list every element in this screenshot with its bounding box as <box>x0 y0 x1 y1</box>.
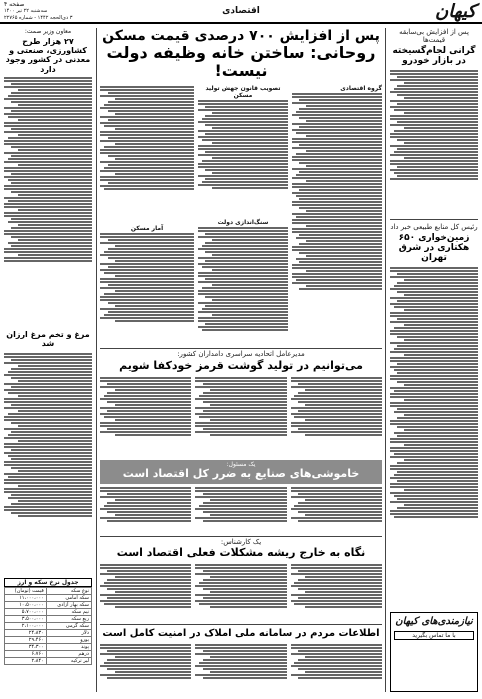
table-row <box>5 651 92 658</box>
main-subhead-2: سنگ‌اندازی دولت <box>217 218 269 226</box>
rate-value: ۲،۸۴۰ <box>5 658 47 665</box>
rate-label: دلار <box>46 630 91 637</box>
rates-header-cell: قیمت (تومان) <box>5 588 47 595</box>
table-row <box>5 658 92 665</box>
property-headline: اطلاعات مردم در سامانه ملی املاک در امنیت کامل است <box>102 628 380 639</box>
economy-headline: نگاه به خارج ریشه مشکلات فعلی اقتصاد است <box>116 546 366 559</box>
economy-kicker: یک کارشناس: <box>220 538 262 546</box>
date-line-2: ۳ ذی‌الحجه ۱۴۴۲ - شماره ۲۲۷۶۵ <box>4 15 73 21</box>
rate-label: سکه گرمی <box>46 623 91 630</box>
rate-value: ۵،۷۰۰،۰۰۰ <box>5 609 47 616</box>
land-kicker: رئیس کل منابع طبیعی خبر داد <box>390 222 478 231</box>
page-number: صفحه ۴ <box>4 1 25 8</box>
rate-value: ۲۴،۸۳۰ <box>5 630 47 637</box>
rate-value: ۱۱،۰۰۰،۰۰۰ <box>5 595 47 602</box>
main-headline-line-2: روحانی: ساختن خانه وظیفه دولت نیست! <box>106 43 376 81</box>
land-body <box>390 266 478 606</box>
industry-body <box>100 486 382 534</box>
table-row <box>5 644 92 651</box>
table-row <box>5 602 92 609</box>
main-subhead-1: تصویب قانون جهش تولید مسکن <box>205 84 281 99</box>
sidebar-headline: گرانی لجام‌گسیخته در بازار خودرو <box>392 46 476 67</box>
beef-story <box>100 350 382 458</box>
rate-label: سکه امامی <box>46 595 91 602</box>
left-column <box>4 28 92 692</box>
main-intro: گروه اقتصادی <box>340 84 382 92</box>
table-row <box>5 637 92 644</box>
table-row <box>5 630 92 637</box>
rate-value: ۲،۱۰۰،۰۰۰ <box>5 623 47 630</box>
land-headline: زمین‌خواری ۶۵۰ هکتاری در شرق تهران <box>398 232 470 264</box>
rate-value: ۱۰،۵۰۰،۰۰۰ <box>5 602 47 609</box>
property-story <box>100 626 382 692</box>
rate-value: ۳۴،۳۰۰ <box>5 644 47 651</box>
rate-label: نیم سکه <box>46 609 91 616</box>
rate-label: یورو <box>46 637 91 644</box>
rates-title: جدول نرخ سکه و ارز <box>4 578 92 587</box>
rate-value: ۳،۵۰۰،۰۰۰ <box>5 616 47 623</box>
left-subhead-2: مرغ و تخم مرغ ارزان شد <box>6 329 90 348</box>
sidebar-kicker: پس از افزایش بی‌سابقه قیمت‌ها <box>399 28 469 44</box>
rates-table-block <box>4 578 92 665</box>
sidebar-body <box>390 69 478 219</box>
left-headline: ۲۷ هزار طرح کشاورزی، صنعتی و معدنی در کشور وجود دارد <box>5 37 91 74</box>
industry-kicker: یک مسئول: <box>226 461 256 468</box>
industry-headline: خاموشی‌های صنایع به ضرر کل اقتصاد است <box>122 467 360 480</box>
masthead <box>0 0 482 24</box>
date-line-1: سه‌شنبه ۲۲ تیر ۱۴۰۰ <box>4 8 48 14</box>
table-row <box>5 623 92 630</box>
rate-label: سکه بهار آزادی <box>46 602 91 609</box>
rates-table <box>4 587 92 665</box>
rate-label: درهم <box>46 651 91 658</box>
beef-headline: می‌توانیم در تولید گوشت قرمز خودکفا شویم <box>119 359 363 372</box>
industry-headline-bar <box>100 460 382 484</box>
table-row <box>5 616 92 623</box>
rate-label: لیر ترکیه <box>46 658 91 665</box>
classified-ad-box <box>390 612 478 692</box>
main-subhead-3: آمار مسکن <box>130 224 164 232</box>
beef-kicker: مدیرعامل اتحادیه سراسری دامداران کشور: <box>177 350 305 358</box>
rate-value: ۶،۷۶۰ <box>5 651 47 658</box>
rate-value: ۲۹،۴۶۰ <box>5 637 47 644</box>
rate-label: پوند <box>46 644 91 651</box>
ad-title: نیازمندی‌های کیهان <box>395 616 473 627</box>
ad-line: با ما تماس بگیرید <box>394 631 474 640</box>
economy-story <box>100 538 382 620</box>
sidebar-column <box>390 28 478 608</box>
page-section: اقتصادی <box>222 6 260 16</box>
rates-header-cell: نوع سکه <box>46 588 91 595</box>
table-row <box>5 609 92 616</box>
left-subhead-1: معاون وزیر صمت: <box>24 28 72 35</box>
main-headline-line-1: پس از افزایش ۷۰۰ درصدی قیمت مسکن <box>102 28 380 44</box>
main-story <box>100 28 382 346</box>
table-row <box>5 595 92 602</box>
rate-label: ربع سکه <box>46 616 91 623</box>
masthead-logo: کیهان <box>434 1 476 22</box>
rates-header-row <box>5 588 92 595</box>
